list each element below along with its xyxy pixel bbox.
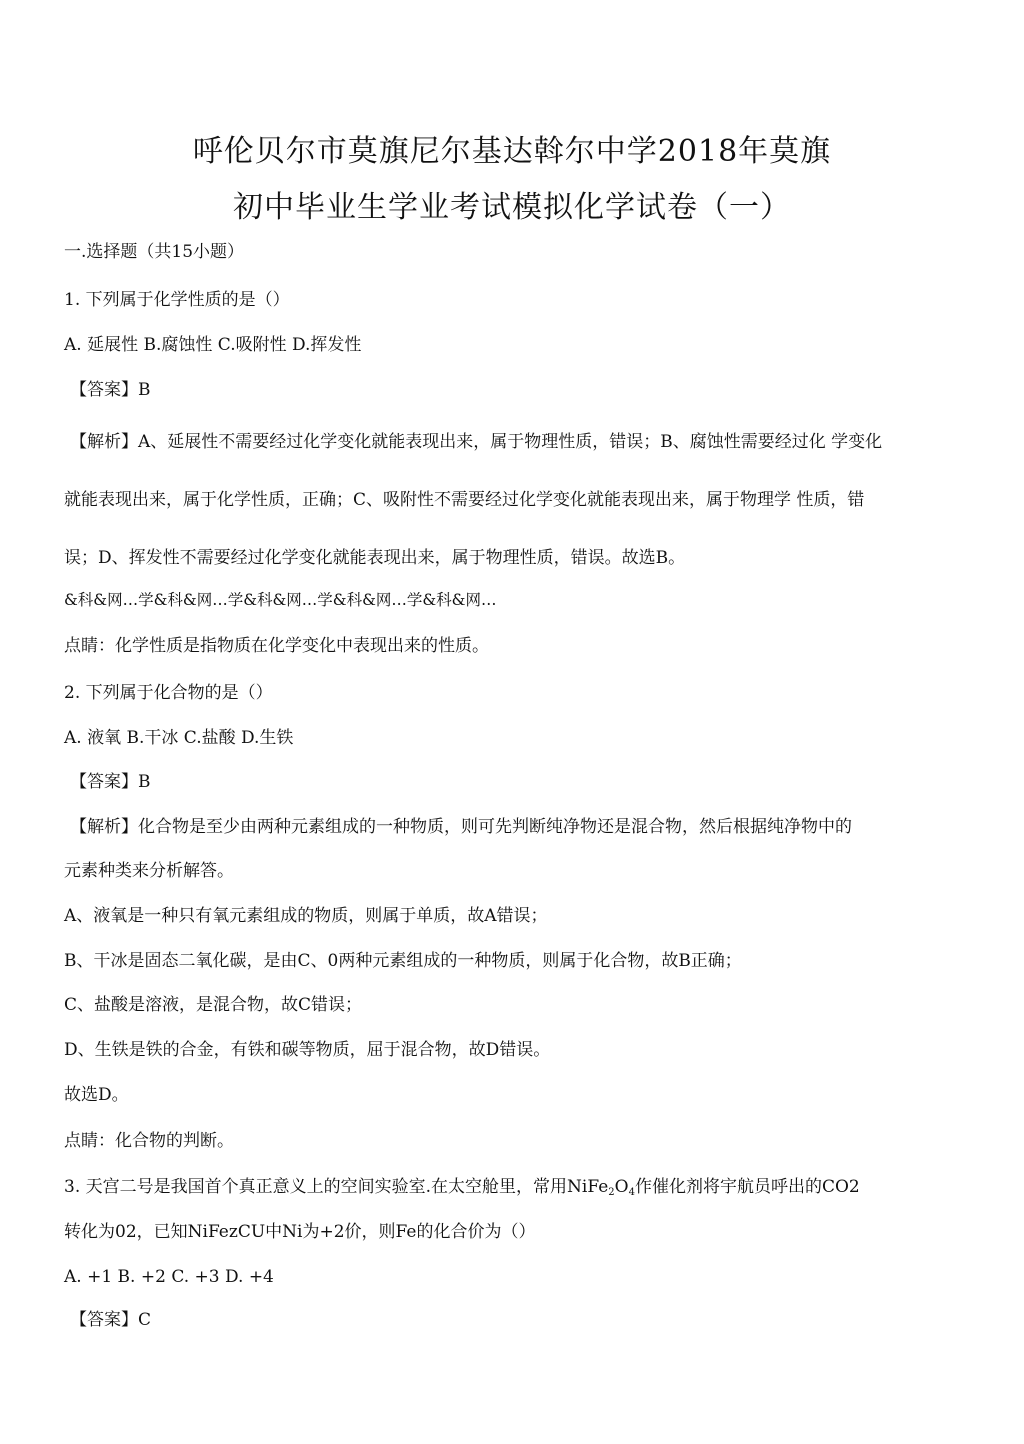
q3-subscript-2: 2 — [608, 1187, 615, 1198]
q1-answer: 【答案】B — [70, 380, 151, 400]
q2-choice: 故选D。 — [64, 1085, 129, 1105]
q3-stem-line-2: 转化为02，已知NiFezCU中Ni为+2价，则Fe的化合价为（） — [64, 1222, 536, 1242]
q2-options: A. 液氧 B.干冰 C.盐酸 D.生铁 — [64, 728, 294, 748]
page-title-line-1: 呼伦贝尔市莫旗尼尔基达斡尔中学2018年莫旗 — [192, 134, 832, 169]
q3-stem-part-b: O — [614, 1177, 629, 1197]
q2-option-b-explanation: B、干冰是固态二氧化碳，是由C、0两种元素组成的一种物质，则属于化合物，故B正确； — [64, 951, 742, 971]
q2-option-d-explanation: D、生铁是铁的合金，有铁和碳等物质，屈于混合物，故D错误。 — [64, 1040, 551, 1060]
q3-stem-part-a: 3. 天宫二号是我国首个真正意义上的空间实验室.在太空舱里，常用NiFe — [64, 1177, 609, 1197]
q1-analysis-line-1: 【解析】A、延展性不需要经过化学变化就能表现出来，属于物理性质，错误；B、腐蚀性需要经过化 学变化 — [70, 432, 883, 452]
q2-stem: 2. 下列属于化合物的是（） — [64, 683, 273, 703]
q1-watermark-text: &科&网…学&科&网…学&科&网…学&科&网…学&科&网… — [64, 591, 497, 609]
q1-options: A. 延展性 B.腐蚀性 C.吸附性 D.挥发性 — [64, 335, 362, 355]
q2-analysis-line-2: 元素种类来分析解答。 — [64, 861, 234, 881]
q1-analysis-line-3: 误；D、挥发性不需要经过化学变化就能表现出来，属于物理性质，错误。故选B。 — [64, 548, 686, 568]
q1-analysis-line-2: 就能表现出来，属于化学性质，正确；C、吸附性不需要经过化学变化就能表现出来，属于物理学 性质，错 — [64, 490, 865, 510]
page-title-line-2: 初中毕业生学业考试模拟化学试卷（一） — [233, 190, 791, 225]
q3-options: A. +1 B. +2 C. +3 D. +4 — [64, 1267, 274, 1287]
q2-analysis-line-1: 【解析】化合物是至少由两种元素组成的一种物质，则可先判断纯净物还是混合物，然后根据纯净物中的 — [70, 817, 852, 837]
q2-answer: 【答案】B — [70, 772, 151, 792]
q2-note: 点睛：化合物的判断。 — [64, 1131, 234, 1151]
q2-option-c-explanation: C、盐酸是溶液，是混合物，故C错误； — [64, 995, 363, 1015]
q2-option-a-explanation: A、液氧是一种只有氧元素组成的物质，则属于单质，故A错误； — [64, 906, 548, 926]
q3-stem-line-1 — [64, 1176, 860, 1198]
q3-stem-part-c: 作催化剂将宇航员呼出的CO2 — [634, 1177, 860, 1197]
q3-answer: 【答案】C — [70, 1310, 152, 1330]
section-heading: 一.选择题（共15小题） — [64, 242, 245, 262]
q3-subscript-4: 4 — [628, 1187, 635, 1198]
q1-stem: 1. 下列属于化学性质的是（） — [64, 290, 290, 310]
q1-note: 点睛：化学性质是指物质在化学变化中表现出来的性质。 — [64, 636, 489, 656]
